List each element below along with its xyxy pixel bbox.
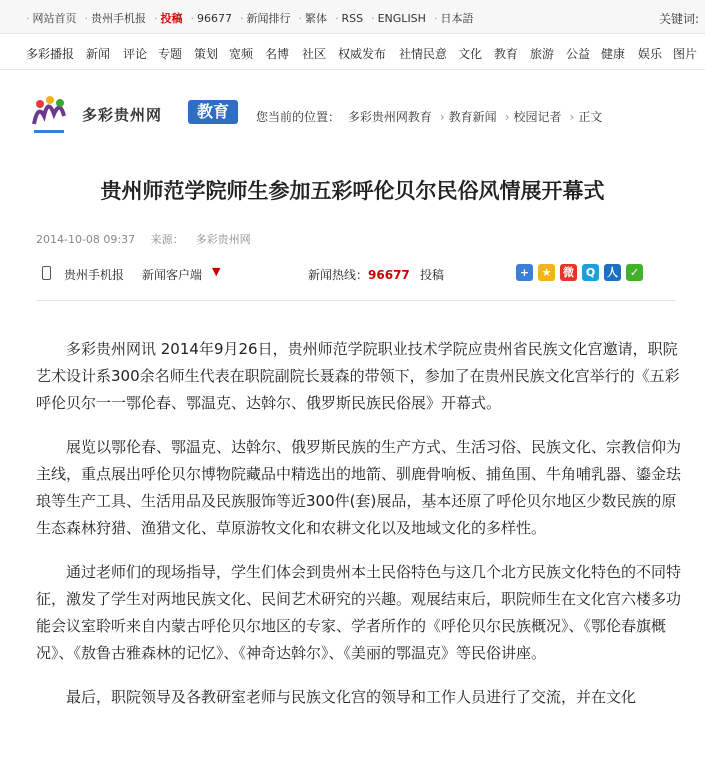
top-link-separator: · [190, 12, 194, 25]
channel-link[interactable]: 旅游 [530, 47, 555, 61]
breadcrumb-item[interactable]: 多彩贵州网教育 [347, 110, 432, 124]
top-link[interactable]: 网站首页 [32, 12, 77, 25]
qzone-icon[interactable]: ★ [538, 264, 555, 281]
chevron-right-icon: › [569, 110, 575, 124]
top-link-separator: · [84, 12, 88, 25]
chevron-right-icon: › [439, 110, 445, 124]
channel-link[interactable]: 新闻 [86, 47, 111, 61]
top-link-separator: · [433, 12, 438, 25]
top-link[interactable]: RSS [341, 12, 364, 25]
hotline-label: 新闻热线： [308, 268, 369, 282]
site-logo[interactable] [30, 92, 240, 142]
breadcrumb-item[interactable]: 教育新闻 [448, 110, 497, 124]
news-client-link[interactable]: 新闻客户端 [142, 268, 203, 282]
channel-link[interactable]: 教育 [494, 47, 519, 61]
top-link-separator: · [240, 12, 244, 25]
top-link-separator: · [298, 12, 302, 25]
channel-link[interactable]: 专题 [158, 47, 183, 61]
article-body [36, 336, 684, 728]
share-plus-icon[interactable]: + [516, 264, 533, 281]
breadcrumb-current: 正文 [578, 110, 603, 124]
top-link[interactable]: 新闻排行 [246, 12, 291, 25]
article-title: 贵州师范学院师生参加五彩呼伦贝尔民俗风情展开幕式 [100, 178, 605, 203]
breadcrumb-prefix: 您当前的位置： [256, 110, 341, 124]
top-links [26, 10, 481, 26]
breadcrumb [256, 108, 606, 125]
channel-link[interactable]: 评论 [123, 47, 148, 61]
mobile-paper-link[interactable]: 贵州手机报 [64, 268, 125, 282]
channel-link[interactable]: 健康 [601, 47, 626, 61]
wechat-icon[interactable]: ✓ [626, 264, 643, 281]
renren-icon[interactable]: 人 [604, 264, 621, 281]
article-paragraph: 展览以鄂伦春、鄂温克、达斡尔、俄罗斯民族的生产方式、生活习俗、民族文化、宗教信仰为主线，重点展出呼伦贝尔博物院藏品中精选出的地箭、驯鹿骨响板、捕鱼围、牛角哺乳器、鎏金珐琅等生产工具、生活用品及民族服饰等近300件(套)展品，基本还原了呼伦贝尔地区少数民族的原生态森林狩猎、渔猎文化、草原游牧文化和农耕文化以及地域文化的多样性。 [36, 438, 682, 537]
tencent-weibo-icon[interactable]: Q [582, 264, 599, 281]
channel-link[interactable]: 娱乐 [638, 47, 663, 61]
top-link[interactable]: 96677 [197, 12, 232, 25]
breadcrumb-item[interactable]: 校园记者 [513, 110, 562, 124]
share-bar [36, 264, 676, 286]
top-utility-bar [0, 0, 705, 34]
channel-link[interactable]: 策划 [194, 47, 219, 61]
article-date: 2014-10-08 09:37 [36, 233, 136, 246]
channel-link[interactable]: 社区 [302, 47, 327, 61]
share-icons [516, 264, 648, 281]
channel-nav [0, 34, 705, 70]
contribute-link[interactable]: 投稿 [420, 268, 445, 282]
divider [36, 300, 676, 301]
section-badge[interactable]: 教育 [188, 100, 238, 124]
channel-link[interactable]: 名博 [265, 47, 290, 61]
channel-link[interactable]: 文化 [458, 47, 483, 61]
top-link[interactable]: 投稿 [160, 12, 183, 25]
channel-link[interactable]: 权威发布 [338, 47, 387, 61]
mobile-phone-icon [42, 266, 51, 280]
article-paragraph: 最后，职院领导及各教研室老师与民族文化宫的领导和工作人员进行了交流，并在文化 [66, 688, 637, 706]
article-paragraph: 通过老师们的现场指导，学生们体会到贵州本土民俗特色与这几个北方民族文化特色的不同特征，激发了学生对两地民族文化、民间艺术研究的兴趣。观展结束后，职院师生在文化宫六楼多功能会议室聆听来自内蒙古呼伦贝尔地区的专家、学者所作的《呼伦贝尔民族概况》、《鄂伦春旗概况》、《敖鲁古雅森林的记忆》、《神奇达斡尔》、《美丽的鄂温克》等民俗讲座。 [36, 563, 682, 662]
source-value[interactable]: 多彩贵州网 [195, 233, 251, 246]
channel-link[interactable]: 多彩播报 [26, 47, 75, 61]
top-link[interactable]: 繁体 [305, 12, 327, 25]
top-link[interactable]: 日本語 [440, 12, 474, 25]
logo-mark-icon [30, 94, 76, 138]
article-paragraph: 多彩贵州网讯 2014年9月26日，贵州师范学院职业技术学院应贵州省民族文化宫邀请，职院艺术设计系300余名师生代表在职院副院长聂森的带领下，参加了在贵州民族文化宫举行的《五彩呼伦贝尔一一鄂伦春、鄂温克、达斡尔、俄罗斯民族民俗展》开幕式。 [36, 340, 680, 412]
top-link-separator: · [371, 12, 375, 25]
channel-link[interactable]: 图片 [673, 47, 698, 61]
article-meta [36, 231, 275, 247]
channel-link[interactable]: 公益 [566, 47, 591, 61]
channel-link[interactable]: 宽频 [229, 47, 254, 61]
article-source [151, 233, 263, 246]
weibo-icon[interactable]: 微 [560, 264, 577, 281]
top-link[interactable]: ENGLISH [377, 12, 426, 25]
top-link-separator: · [26, 12, 30, 25]
keyword-label: 关键词: [658, 12, 699, 26]
chevron-right-icon: › [504, 110, 510, 124]
hotline-number: 96677 [368, 268, 410, 282]
chevron-down-icon[interactable]: ▼ [212, 265, 221, 278]
logo-brand-text: 多彩贵州网 [82, 106, 163, 124]
top-link-separator: · [154, 12, 158, 25]
channel-link[interactable]: 社情民意 [399, 47, 448, 61]
top-link[interactable]: 贵州手机报 [91, 12, 146, 25]
source-label: 来源： [150, 233, 184, 246]
top-link-separator: · [335, 12, 339, 25]
hotline [308, 266, 410, 283]
